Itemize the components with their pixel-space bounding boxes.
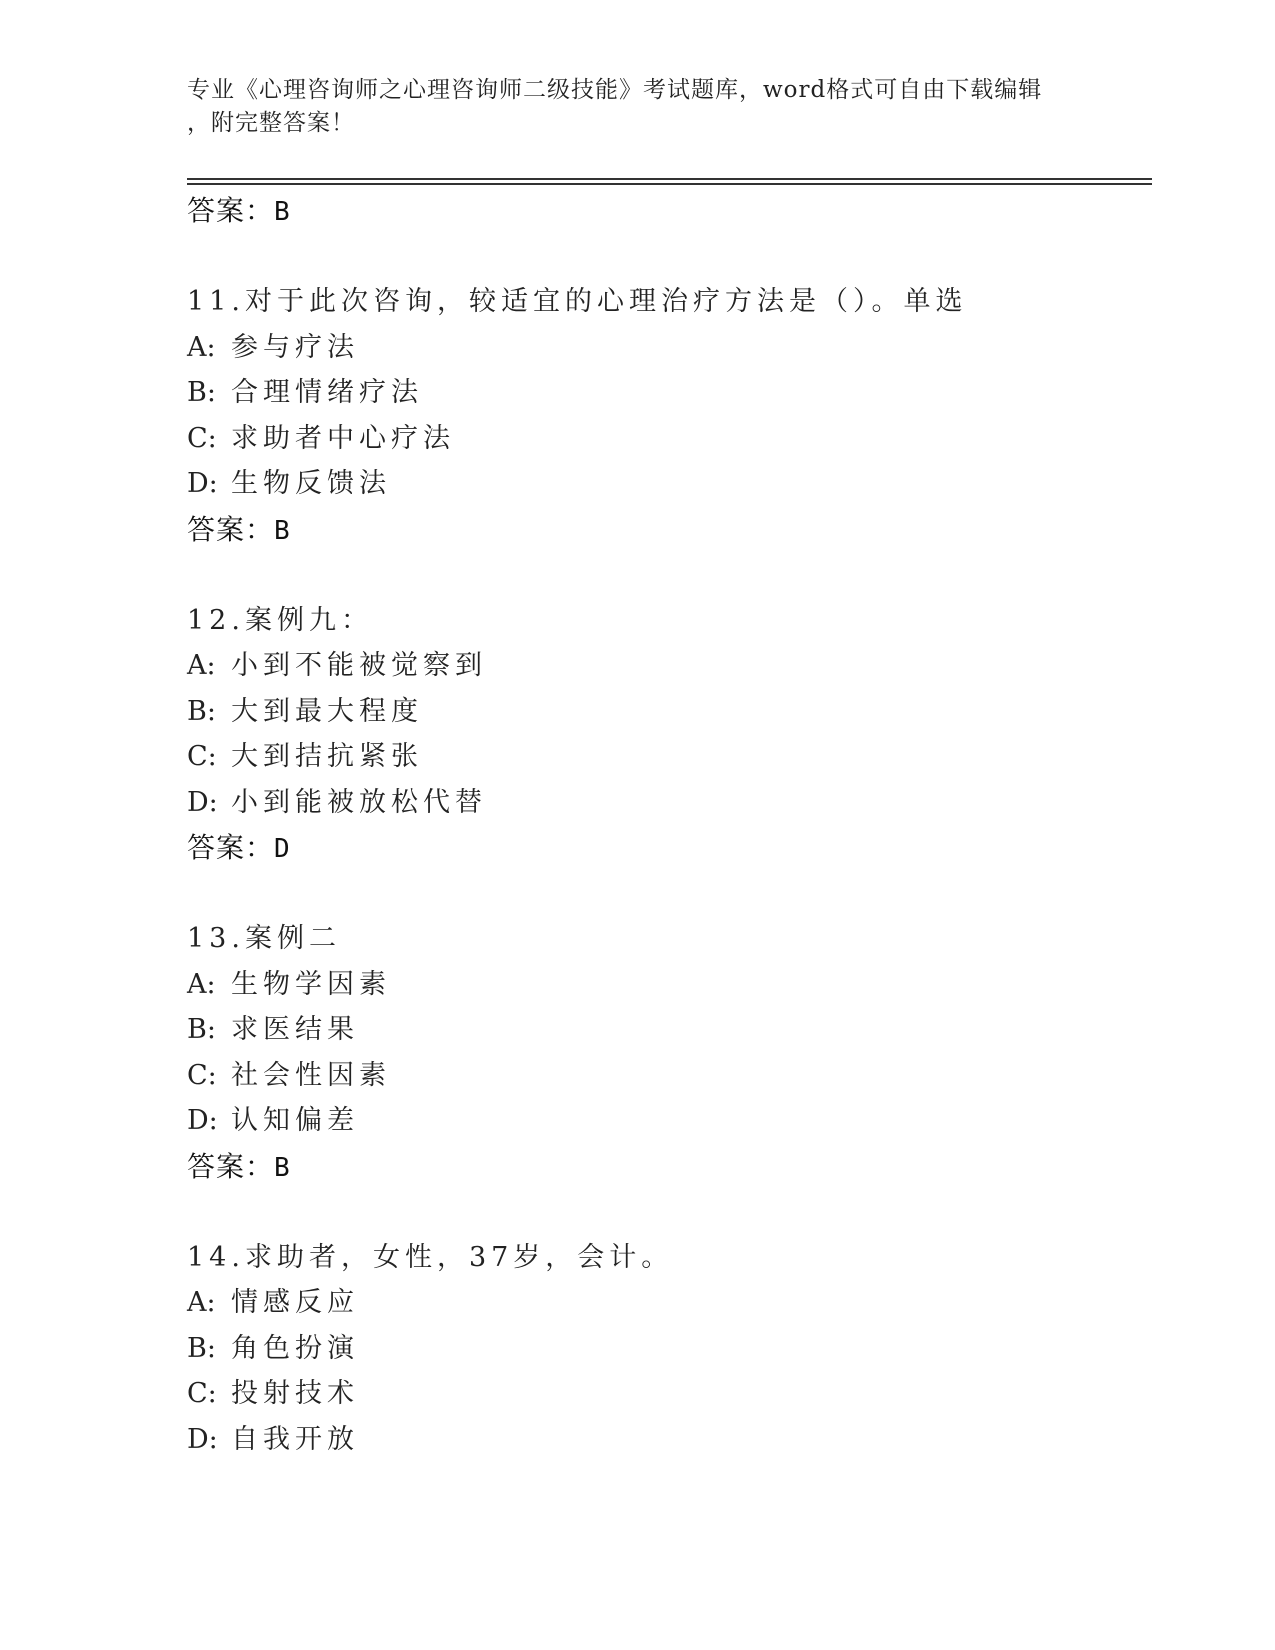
option-text: 社会性因素 bbox=[231, 1059, 391, 1091]
option-b bbox=[187, 1326, 1147, 1372]
answer-value: B bbox=[274, 515, 291, 546]
option-text: 情感反应 bbox=[231, 1287, 359, 1318]
answer-line bbox=[187, 507, 1147, 553]
answer-value: D bbox=[274, 834, 291, 864]
option-key: B: bbox=[187, 1332, 216, 1364]
option-text: 大到最大程度 bbox=[231, 695, 423, 727]
option-text: 合理情绪疗法 bbox=[231, 377, 423, 408]
option-a bbox=[187, 1280, 1147, 1326]
option-text: 小到不能被觉察到 bbox=[231, 650, 487, 681]
option-c bbox=[187, 1371, 1147, 1417]
question-item bbox=[187, 598, 1147, 872]
option-text: 参与疗法 bbox=[231, 331, 359, 363]
option-key: C: bbox=[187, 741, 217, 772]
option-key: B: bbox=[187, 695, 216, 727]
option-a bbox=[187, 325, 1147, 371]
option-key: A: bbox=[187, 1287, 216, 1318]
answer-label: 答案： bbox=[187, 194, 275, 227]
question-title: 13.案例二 bbox=[187, 923, 341, 954]
answer-line bbox=[187, 188, 1147, 234]
question-item bbox=[187, 1235, 1147, 1463]
answer-value: B bbox=[274, 197, 291, 227]
option-text: 角色扮演 bbox=[231, 1332, 359, 1364]
answer-label: 答案： bbox=[187, 831, 275, 864]
option-text: 生物反馈法 bbox=[231, 468, 391, 499]
option-b bbox=[187, 370, 1147, 416]
option-a bbox=[187, 643, 1147, 689]
answer-line bbox=[187, 825, 1147, 871]
question-item bbox=[187, 916, 1147, 1190]
option-key: A: bbox=[187, 331, 216, 363]
option-text: 认知偏差 bbox=[231, 1105, 359, 1136]
option-key: D: bbox=[187, 1423, 218, 1455]
answer-value: B bbox=[274, 1152, 291, 1183]
question-title: 14.求助者，女性，37岁，会计。 bbox=[187, 1241, 674, 1273]
option-key: D: bbox=[187, 1105, 218, 1136]
option-d bbox=[187, 780, 1147, 826]
option-text: 投射技术 bbox=[231, 1378, 359, 1409]
option-c bbox=[187, 734, 1147, 780]
option-key: C: bbox=[187, 422, 217, 454]
option-c bbox=[187, 416, 1147, 462]
option-key: D: bbox=[187, 468, 218, 499]
option-key: C: bbox=[187, 1059, 217, 1091]
option-d bbox=[187, 461, 1147, 507]
question-list bbox=[187, 188, 1147, 1462]
option-key: C: bbox=[187, 1378, 217, 1409]
header-line-2: ，附完整答案！ bbox=[187, 110, 355, 136]
answer-label: 答案： bbox=[187, 1149, 275, 1183]
option-text: 小到能被放松代替 bbox=[231, 786, 487, 818]
header-divider-bottom bbox=[187, 183, 1152, 185]
option-key: D: bbox=[187, 786, 218, 818]
page-header bbox=[187, 74, 1087, 140]
option-b bbox=[187, 1007, 1147, 1053]
option-d bbox=[187, 1098, 1147, 1144]
answer-label: 答案： bbox=[187, 512, 275, 546]
option-key: A: bbox=[187, 650, 216, 681]
option-text: 大到拮抗紧张 bbox=[231, 741, 423, 772]
answer-line bbox=[187, 1144, 1147, 1190]
question-item bbox=[187, 279, 1147, 553]
option-key: A: bbox=[187, 968, 216, 1000]
option-b bbox=[187, 689, 1147, 735]
question-title: 11.对于此次咨询，较适宜的心理治疗方法是（）。单选 bbox=[187, 286, 968, 317]
option-text: 求医结果 bbox=[231, 1014, 359, 1045]
option-d bbox=[187, 1417, 1147, 1463]
option-key: B: bbox=[187, 1014, 216, 1045]
option-c bbox=[187, 1053, 1147, 1099]
option-text: 求助者中心疗法 bbox=[231, 422, 455, 454]
option-text: 自我开放 bbox=[231, 1423, 359, 1455]
question-title: 12.案例九： bbox=[187, 604, 373, 636]
option-text: 生物学因素 bbox=[231, 968, 391, 1000]
header-divider-top bbox=[187, 178, 1152, 180]
option-key: B: bbox=[187, 377, 216, 408]
header-line-1: 专业《心理咨询师之心理咨询师二级技能》考试题库，word格式可自由下载编辑 bbox=[187, 77, 1043, 103]
option-a bbox=[187, 962, 1147, 1008]
